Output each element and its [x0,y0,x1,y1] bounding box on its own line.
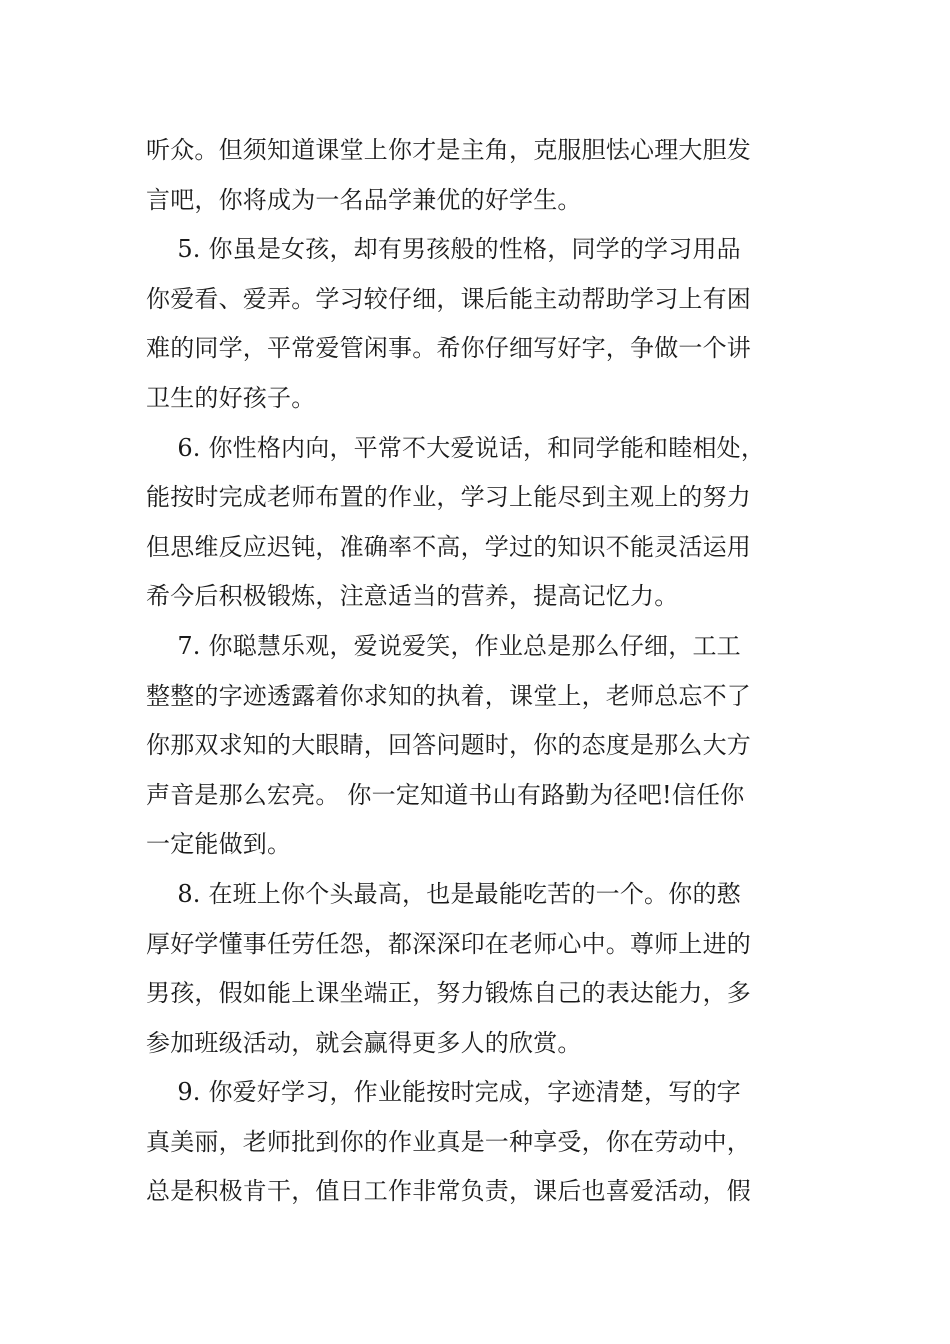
body-text [146,126,810,1217]
text-line: 厚好学懂事任劳任怨，都深深印在老师心中。尊师上进的 [146,929,751,958]
text-line: 男孩，假如能上课坐端正，努力锻炼自己的表达能力，多 [146,979,751,1008]
text-line: 你爱看、爱弄。学习较仔细，课后能主动帮助学习上有困 [146,284,751,313]
text-line: 一定能做到。 [146,830,292,859]
text-line: 6. 你性格内向，平常不大爱说话，和同学能和睦相处， [146,433,766,462]
text-line: 5. 你虽是女孩，却有男孩般的性格，同学的学习用品 [146,235,741,264]
text-line: 但思维反应迟钝，准确率不高，学过的知识不能灵活运用 [146,532,751,561]
text-line: 整整的字迹透露着你求知的执着，课堂上，老师总忘不了 [146,681,751,710]
text-line: 言吧，你将成为一名品学兼优的好学生。 [146,185,582,214]
text-line: 你那双求知的大眼睛，回答问题时，你的态度是那么大方 [146,731,751,760]
text-line: 参加班级活动，就会赢得更多人的欣赏。 [146,1028,582,1057]
text-line: 听众。但须知道课堂上你才是主角，克服胆怯心理大胆发 [146,136,751,164]
text-line: 9. 你爱好学习，作业能按时完成，字迹清楚，写的字 [146,1078,741,1107]
text-line: 希今后积极锻炼，注意适当的营养，提高记忆力。 [146,582,679,611]
text-line: 真美丽，老师批到你的作业真是一种享受，你在劳动中， [146,1127,751,1156]
text-line: 难的同学，平常爱管闲事。希你仔细写好字，争做一个讲 [146,334,751,363]
text-line: 卫生的好孩子。 [146,383,316,412]
text-line: 声音是那么宏亮。 你一定知道书山有路勤为径吧!信任你 [146,780,745,809]
text-line: 8. 在班上你个头最高，也是最能吃苦的一个。你的憨 [146,879,741,908]
text-line: 总是积极肯干，值日工作非常负责，课后也喜爱活动，假 [146,1177,751,1206]
text-line: 能按时完成老师布置的作业，学习上能尽到主观上的努力 [146,483,751,512]
text-line: 7. 你聪慧乐观，爱说爱笑，作业总是那么仔细，工工 [146,631,741,660]
